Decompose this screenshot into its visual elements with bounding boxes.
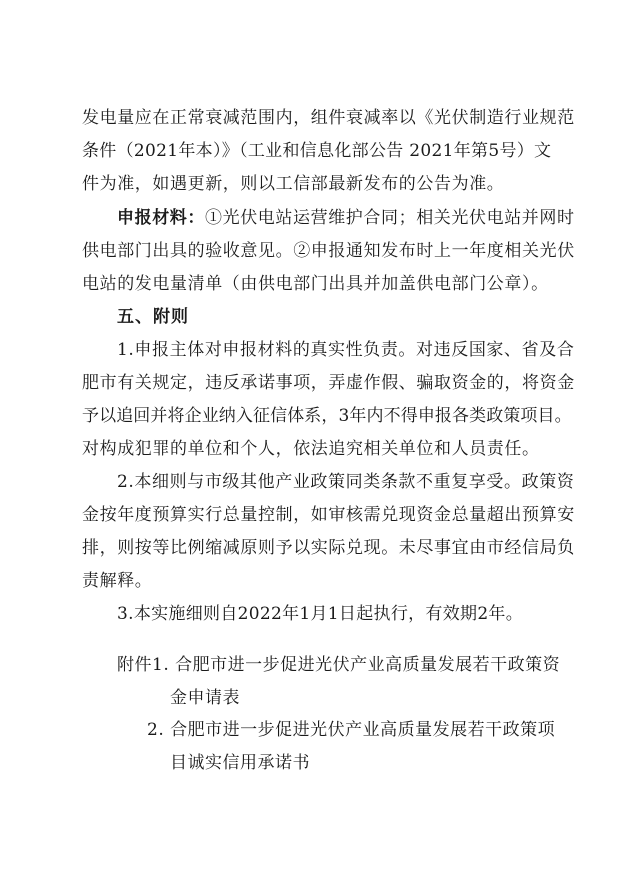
- text-line: 予以追回并将企业纳入征信体系，3年内不得申报各类政策项目。: [82, 406, 572, 426]
- section-heading: 五、附则: [117, 307, 189, 327]
- attachment-item: 附件1. 合肥市进一步促进光伏产业高质量发展若干政策资: [117, 655, 561, 675]
- text-line: 电站的发电量清单（由供电部门出具并加盖供电部门公章）。: [82, 274, 549, 294]
- text-line: 条件（2021年本）》（工业和信息化部公告 2021年第5号）文: [82, 141, 552, 161]
- text-line: 2.本细则与市级其他产业政策同类条款不重复享受。政策资: [117, 472, 575, 492]
- text-line: 1.申报主体对申报材料的真实性负责。对违反国家、省及合: [117, 340, 575, 360]
- text-line: 排，则按等比例缩减原则予以实际兑现。未尽事宜由市经信局负: [82, 538, 575, 558]
- text-line: [117, 206, 575, 230]
- paragraph-text: ①光伏电站运营维护合同；相关光伏电站并网时: [205, 208, 575, 228]
- text-line: 3.本实施细则自2022年1月1日起执行，有效期2年。: [117, 604, 524, 624]
- attachment-item: 2. 合肥市进一步促进光伏产业高质量发展若干政策项: [147, 720, 556, 740]
- text-line: 对构成犯罪的单位和个人，依法追究相关单位和人员责任。: [82, 439, 540, 459]
- text-line: 发电量应在正常衰减范围内，组件衰减率以《光伏制造行业规范: [82, 108, 575, 128]
- section-label: 申报材料：: [117, 208, 205, 228]
- attachment-item-cont: 金申请表: [170, 688, 240, 708]
- text-line: 责解释。: [82, 571, 153, 591]
- text-line: 件为准，如遇更新，则以工信部最新发布的公告为准。: [82, 174, 505, 194]
- text-line: 金按年度预算实行总量控制，如审核需兑现资金总量超出预算安: [82, 505, 575, 525]
- attachment-item-cont: 目诚实信用承诺书: [170, 753, 310, 773]
- text-line: 供电部门出具的验收意见。②申报通知发布时上一年度相关光伏: [82, 241, 575, 261]
- text-line: 肥市有关规定，违反承诺事项，弄虚作假、骗取资金的，将资金: [82, 373, 575, 393]
